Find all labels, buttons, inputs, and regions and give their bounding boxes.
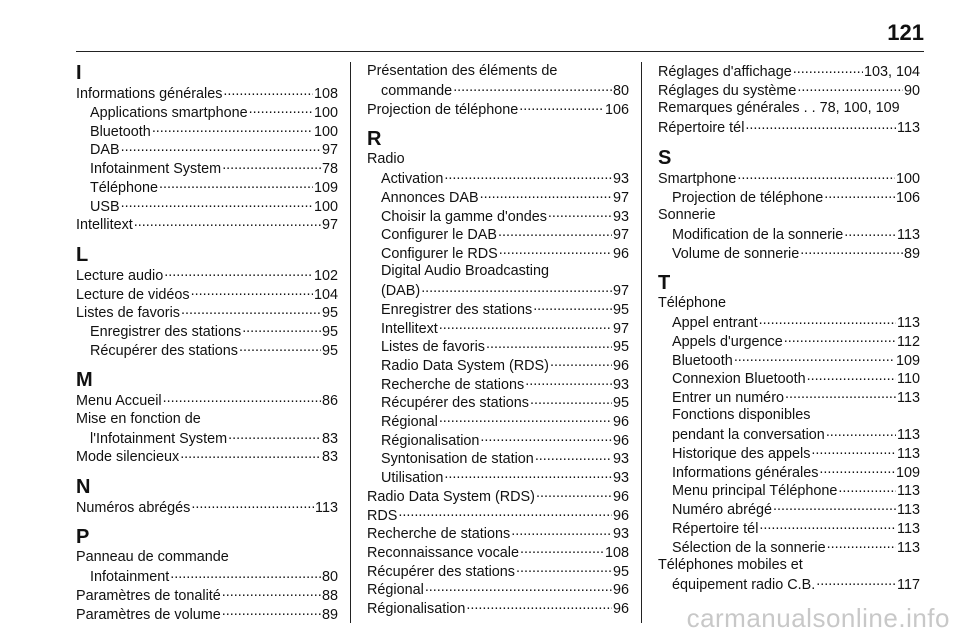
leader-dots	[479, 430, 612, 444]
entry-text: Radio Data System (RDS)	[367, 488, 535, 505]
leader-dots	[515, 561, 612, 575]
entry-text: Lecture audio	[76, 267, 164, 284]
entry-text: Smartphone	[658, 171, 737, 188]
entry-page: 96	[612, 488, 629, 505]
entry-page: 95	[321, 305, 338, 322]
entry-page: 95	[321, 342, 338, 359]
entry-text: Numéros abrégés	[76, 500, 191, 517]
index-subentry	[367, 468, 629, 487]
entry-page: 97	[321, 142, 338, 159]
leader-dots	[529, 393, 612, 407]
index-subentry	[367, 187, 629, 206]
entry-page: 93	[612, 526, 629, 543]
index-entry	[76, 498, 338, 517]
entry-page: 97	[321, 217, 338, 234]
leader-dots	[535, 486, 612, 500]
index-subentry	[76, 140, 338, 159]
entry-text: Listes de favoris	[381, 339, 485, 356]
leader-dots	[443, 169, 612, 183]
leader-dots	[826, 537, 896, 551]
entry-text: Radio	[367, 151, 405, 168]
entry-text: Paramètres de tonalité	[76, 588, 221, 605]
header-rule	[76, 51, 924, 52]
index-subentry	[658, 244, 920, 263]
index-entry	[76, 84, 338, 103]
index-subentry	[367, 225, 629, 244]
leader-dots	[796, 81, 903, 95]
entry-page: 80	[321, 569, 338, 586]
index-subentry	[367, 356, 629, 375]
section-letter: T	[658, 272, 671, 295]
entry-text: Entrer un numéro	[672, 390, 784, 407]
leader-dots	[497, 225, 612, 239]
entry-page: 96	[612, 245, 629, 262]
leader-dots	[227, 428, 321, 442]
leader-dots	[843, 225, 896, 239]
entry-text: Récupérer des stations	[367, 563, 515, 580]
entry-text: Appels d'urgence	[672, 333, 783, 350]
entry-page: 93	[612, 470, 629, 487]
leader-dots	[810, 444, 896, 458]
entry-page: 89	[321, 606, 338, 623]
entry-page: 95	[612, 301, 629, 318]
entry-text: Régional	[381, 414, 438, 431]
index-subentry	[76, 196, 338, 215]
leader-dots	[238, 340, 321, 354]
entry-text: Enregistrer des stations	[381, 301, 533, 318]
leader-dots	[163, 266, 313, 280]
entry-page: 96	[612, 600, 629, 617]
leader-dots	[248, 103, 313, 117]
entry-text: Sélection de la sonnerie	[672, 539, 826, 556]
index-subentry	[76, 121, 338, 140]
index-entry	[76, 548, 338, 567]
entry-text: Téléphone	[658, 295, 727, 312]
section-letter: P	[76, 526, 90, 549]
leader-dots	[758, 518, 896, 532]
entry-page: 113	[897, 520, 920, 537]
leader-dots	[190, 498, 314, 512]
leader-dots	[162, 391, 321, 405]
entry-text: l'Infotainment System	[90, 430, 228, 447]
index-subentry	[76, 103, 338, 122]
entry-page: 93	[612, 451, 629, 468]
entry-page: 109	[895, 464, 920, 481]
entry-page: 113	[897, 483, 920, 500]
leader-dots	[519, 543, 604, 557]
index-column-2	[350, 62, 629, 623]
entry-text: Activation	[381, 171, 444, 188]
section-letter: R	[367, 128, 382, 151]
entry-text: Régional	[367, 582, 424, 599]
leader-dots	[169, 567, 321, 581]
section-letter: S	[658, 146, 672, 169]
index-entry	[76, 215, 338, 234]
leader-dots	[815, 575, 896, 589]
entry-page: 113	[897, 427, 920, 444]
section-letter: L	[76, 243, 89, 266]
leader-dots	[180, 303, 321, 317]
leader-dots	[465, 599, 612, 613]
leader-dots	[158, 177, 313, 191]
section-letter: N	[76, 475, 91, 498]
leader-dots	[498, 244, 612, 258]
entry-text: Mode silencieux	[76, 449, 180, 466]
index-entry	[367, 599, 629, 618]
entry-text: Remarques générales . . 78, 100, 109	[658, 100, 900, 117]
entry-text: Répertoire tél	[658, 120, 745, 137]
index-subentry	[658, 444, 920, 463]
index-entry	[76, 586, 338, 605]
leader-dots	[179, 447, 321, 461]
index-subentry	[658, 406, 920, 425]
leader-dots	[438, 412, 612, 426]
leader-dots	[784, 388, 896, 402]
entry-text: Listes de favoris	[76, 305, 180, 322]
entry-page: 109	[313, 179, 338, 196]
index-subentry	[658, 225, 920, 244]
leader-dots	[120, 140, 321, 154]
entry-text: Bluetooth	[90, 123, 151, 140]
index-subentry	[658, 575, 920, 594]
index-subentry	[367, 206, 629, 225]
entry-text: RDS	[367, 507, 398, 524]
entry-page: 113	[897, 315, 920, 332]
entry-text: Téléphone	[90, 179, 159, 196]
entry-page: 86	[321, 393, 338, 410]
entry-text: Informations générales	[76, 86, 223, 103]
index-subentry	[658, 518, 920, 537]
index-entry	[76, 447, 338, 466]
leader-dots	[510, 524, 612, 538]
entry-page: 113	[897, 502, 920, 519]
index-entry	[367, 486, 629, 505]
leader-dots	[532, 300, 612, 314]
entry-text: commande	[381, 83, 453, 100]
index-subentry	[367, 337, 629, 356]
index-subentry	[658, 187, 920, 206]
entry-page: 96	[612, 358, 629, 375]
entry-page: 90	[903, 83, 920, 100]
entry-page: 102	[313, 267, 338, 284]
entry-text: Configurer le RDS	[381, 245, 498, 262]
entry-page: 96	[612, 582, 629, 599]
entry-text: Infotainment	[90, 569, 170, 586]
entry-page: 113	[897, 390, 920, 407]
entry-text: Intellitext	[381, 320, 438, 337]
entry-text: Régionalisation	[367, 600, 466, 617]
index-subentry	[367, 169, 629, 188]
index-subentry	[367, 393, 629, 412]
index-subentry	[658, 332, 920, 351]
leader-dots	[151, 121, 313, 135]
entry-text: Projection de téléphone	[672, 189, 824, 206]
index-subentry	[658, 425, 920, 444]
index-entry	[658, 206, 920, 225]
entry-text: Connexion Bluetooth	[672, 371, 806, 388]
leader-dots	[823, 187, 895, 201]
index-subentry	[658, 462, 920, 481]
index-subentry	[76, 340, 338, 359]
entry-page: 97	[612, 227, 629, 244]
entry-text: Volume de sonnerie	[672, 245, 800, 262]
entry-page: 93	[612, 208, 629, 225]
entry-text: Informations générales	[672, 464, 819, 481]
entry-page: 113	[897, 446, 920, 463]
index-subentry	[367, 318, 629, 337]
index-entry	[76, 391, 338, 410]
leader-dots	[221, 586, 321, 600]
index-columns	[76, 62, 924, 623]
index-subentry	[367, 81, 629, 100]
index-entry	[76, 266, 338, 285]
index-entry	[367, 543, 629, 562]
entry-page: 80	[612, 83, 629, 100]
entry-page: 89	[903, 245, 920, 262]
leader-dots	[825, 425, 896, 439]
entry-text: Mise en fonction de	[76, 410, 201, 427]
index-subentry	[367, 281, 629, 300]
index-entry	[367, 99, 629, 118]
entry-page: 88	[321, 588, 338, 605]
index-subentry	[76, 428, 338, 447]
entry-text: Projection de téléphone	[367, 101, 519, 118]
entry-text: Lecture de vidéos	[76, 286, 190, 303]
leader-dots	[518, 99, 604, 113]
index-subentry	[367, 262, 629, 281]
entry-text: Présentation des éléments de	[367, 63, 558, 79]
entry-page: 112	[897, 333, 920, 350]
entry-text: Réglages d'affichage	[658, 64, 792, 81]
leader-dots	[443, 468, 612, 482]
index-entry	[658, 99, 920, 118]
entry-page: 108	[604, 544, 629, 561]
entry-text: Appel entrant	[672, 315, 758, 332]
index-column-3	[641, 62, 920, 623]
index-subentry	[76, 322, 338, 341]
entry-page: 100	[313, 123, 338, 140]
index-subentry	[658, 388, 920, 407]
index-entry	[367, 580, 629, 599]
entry-page: 100	[313, 105, 338, 122]
leader-dots	[799, 244, 903, 258]
entry-page: 97	[612, 189, 629, 206]
entry-text: Téléphones mobiles et	[658, 556, 803, 573]
entry-page: 104	[313, 286, 338, 303]
index-entry	[658, 118, 920, 137]
watermark: carmanualsonline.info	[686, 603, 950, 633]
entry-page: 97	[612, 283, 629, 300]
index-subentry	[658, 313, 920, 332]
index-entry	[76, 303, 338, 322]
leader-dots	[818, 462, 895, 476]
entry-text: pendant la conversation	[672, 427, 825, 444]
index-entry	[367, 524, 629, 543]
entry-page: 96	[612, 507, 629, 524]
index-entry	[658, 169, 920, 188]
entry-page: 113	[897, 227, 920, 244]
index-subentry	[658, 500, 920, 519]
leader-dots	[479, 187, 612, 201]
leader-dots	[733, 350, 895, 364]
entry-page: 96	[612, 432, 629, 449]
index-subentry	[658, 481, 920, 500]
entry-page: 110	[897, 371, 920, 388]
entry-text: Régionalisation	[381, 432, 480, 449]
entry-text: Enregistrer des stations	[90, 323, 242, 340]
entry-page: 106	[604, 101, 629, 118]
index-subentry	[367, 430, 629, 449]
entry-text: Choisir la gamme d'ondes	[381, 208, 547, 225]
entry-page: 95	[612, 339, 629, 356]
entry-page: 93	[612, 376, 629, 393]
entry-text: Récupérer des stations	[90, 342, 238, 359]
entry-text: Réglages du système	[658, 83, 797, 100]
entry-text: Reconnaissance vocale	[367, 544, 519, 561]
entry-page: 109	[895, 352, 920, 369]
leader-dots	[549, 356, 612, 370]
index-subentry	[76, 177, 338, 196]
entry-text: Répertoire tél	[672, 520, 759, 537]
leader-dots	[452, 81, 612, 95]
leader-dots	[744, 118, 896, 132]
leader-dots	[837, 481, 896, 495]
entry-page: 78	[321, 161, 338, 178]
entry-page: 97	[612, 320, 629, 337]
leader-dots	[420, 281, 612, 295]
entry-text: Historique des appels	[672, 446, 811, 463]
entry-text: équipement radio C.B.	[672, 576, 816, 593]
entry-page: 113	[315, 500, 338, 517]
entry-text: Sonnerie	[658, 207, 716, 224]
index-subentry	[367, 374, 629, 393]
section-letter: M	[76, 368, 93, 391]
index-entry	[367, 150, 629, 169]
index-entry	[76, 284, 338, 303]
entry-text: Configurer le DAB	[381, 227, 497, 244]
index-entry	[367, 561, 629, 580]
entry-text: Radio Data System (RDS)	[381, 358, 549, 375]
entry-page: 95	[321, 323, 338, 340]
entry-text: Syntonisation de station	[381, 451, 534, 468]
entry-page: 103, 104	[863, 64, 920, 81]
index-entry	[658, 556, 920, 575]
index-subentry	[367, 300, 629, 319]
entry-text: Paramètres de volume	[76, 606, 221, 623]
index-subentry	[367, 244, 629, 263]
entry-text: (DAB)	[381, 283, 421, 300]
index-entry	[367, 62, 629, 81]
entry-text: USB	[90, 198, 120, 215]
entry-page: 83	[321, 430, 338, 447]
entry-text: Menu principal Téléphone	[672, 483, 838, 500]
index-entry	[367, 505, 629, 524]
entry-page: 83	[321, 449, 338, 466]
index-entry	[658, 81, 920, 100]
leader-dots	[190, 284, 313, 298]
entry-text: Digital Audio Broadcasting	[381, 263, 549, 280]
leader-dots	[120, 196, 313, 210]
leader-dots	[806, 369, 896, 383]
entry-text: Panneau de commande	[76, 549, 229, 566]
entry-page: 117	[897, 576, 920, 593]
entry-page: 113	[897, 120, 920, 137]
leader-dots	[772, 500, 896, 514]
entry-text: Utilisation	[381, 470, 444, 487]
index-subentry	[658, 350, 920, 369]
entry-text: Modification de la sonnerie	[672, 227, 844, 244]
leader-dots	[133, 215, 321, 229]
entry-text: Infotainment System	[90, 161, 222, 178]
entry-page: 113	[897, 539, 920, 556]
index-entry	[76, 604, 338, 623]
index-subentry	[658, 537, 920, 556]
leader-dots	[758, 313, 896, 327]
entry-text: Recherche de stations	[381, 376, 525, 393]
leader-dots	[424, 580, 612, 594]
index-entry	[658, 294, 920, 313]
leader-dots	[221, 604, 321, 618]
entry-text: Menu Accueil	[76, 393, 162, 410]
entry-page: 93	[612, 171, 629, 188]
entry-text: Annonces DAB	[381, 189, 479, 206]
leader-dots	[241, 322, 321, 336]
leader-dots	[534, 449, 612, 463]
leader-dots	[547, 206, 612, 220]
leader-dots	[485, 337, 612, 351]
index-subentry	[367, 449, 629, 468]
entry-text: Bluetooth	[672, 352, 733, 369]
index-entry	[76, 410, 338, 429]
entry-text: Recherche de stations	[367, 526, 511, 543]
leader-dots	[792, 62, 863, 76]
entry-page: 100	[313, 198, 338, 215]
entry-text: Applications smartphone	[90, 105, 248, 122]
entry-text: Fonctions disponibles	[672, 407, 811, 424]
index-column-1	[76, 62, 338, 623]
index-subentry	[76, 159, 338, 178]
leader-dots	[397, 505, 612, 519]
entry-page: 108	[313, 86, 338, 103]
entry-page: 95	[612, 563, 629, 580]
entry-text: Numéro abrégé	[672, 502, 772, 519]
entry-page: 100	[895, 171, 920, 188]
page-number: 121	[887, 20, 924, 45]
entry-text: Récupérer des stations	[381, 395, 529, 412]
entry-text: DAB	[90, 142, 120, 159]
entry-page: 95	[612, 395, 629, 412]
leader-dots	[221, 159, 321, 173]
leader-dots	[783, 332, 896, 346]
entry-page: 96	[612, 414, 629, 431]
leader-dots	[438, 318, 612, 332]
leader-dots	[222, 84, 313, 98]
index-subentry	[367, 412, 629, 431]
section-letter: I	[76, 62, 82, 84]
index-subentry	[658, 369, 920, 388]
entry-text: Intellitext	[76, 217, 133, 234]
leader-dots	[736, 169, 895, 183]
index-entry	[658, 62, 920, 81]
index-subentry	[76, 567, 338, 586]
leader-dots	[524, 374, 612, 388]
entry-page: 106	[895, 189, 920, 206]
